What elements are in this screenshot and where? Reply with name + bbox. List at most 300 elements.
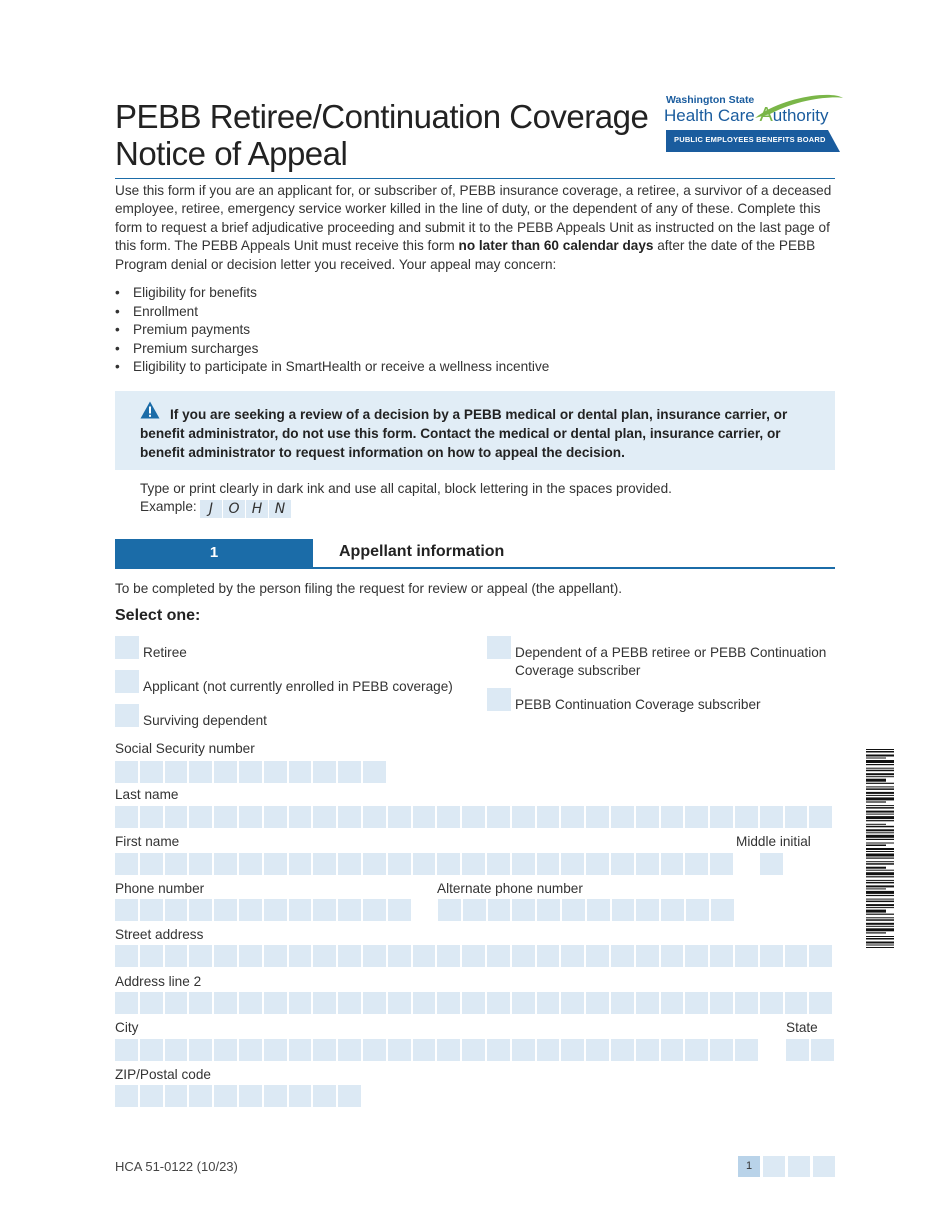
character-cell[interactable] (115, 806, 138, 828)
title-line-2: Notice of Appeal (115, 135, 348, 172)
character-cell[interactable] (760, 992, 783, 1014)
character-cell[interactable] (487, 1039, 510, 1061)
barcode-bar (866, 786, 894, 787)
character-cell[interactable] (140, 1039, 163, 1061)
character-cell[interactable] (338, 1085, 361, 1107)
last-name-input[interactable] (115, 806, 832, 828)
character-cell[interactable] (438, 899, 461, 921)
character-cell[interactable] (338, 899, 361, 921)
appeal-topics-list (115, 284, 549, 377)
character-cell[interactable] (289, 853, 312, 875)
state-label: State (786, 1020, 818, 1035)
character-cell[interactable] (512, 899, 535, 921)
character-cell[interactable] (363, 899, 386, 921)
character-cell[interactable] (785, 806, 808, 828)
phone-input[interactable] (115, 899, 411, 921)
barcode-bar (866, 839, 894, 840)
page-number-box (788, 1156, 810, 1177)
character-cell[interactable] (115, 761, 138, 783)
character-cell[interactable] (338, 806, 361, 828)
character-cell[interactable] (636, 899, 659, 921)
section-divider (115, 567, 835, 569)
dependent-label: Dependent of a PEBB retiree or PEBB Continuation Coverage subscriber (515, 645, 827, 678)
barcode-bar (866, 888, 886, 889)
intro-paragraph (115, 182, 837, 274)
character-cell[interactable] (437, 1039, 460, 1061)
character-cell[interactable] (561, 945, 584, 967)
barcode-bar (866, 899, 894, 900)
example-letter-box: N (269, 500, 291, 518)
barcode-bar (866, 797, 894, 800)
barcode-bar (866, 835, 894, 838)
retiree-checkbox[interactable] (115, 636, 139, 659)
select-one-heading: Select one: (115, 607, 201, 624)
continuation-subscriber-checkbox[interactable] (487, 688, 511, 711)
character-cell[interactable] (636, 945, 659, 967)
character-cell[interactable] (214, 761, 237, 783)
character-cell[interactable] (685, 1039, 708, 1061)
character-cell[interactable] (463, 899, 486, 921)
barcode-bar (866, 764, 894, 765)
barcode-bar (866, 770, 894, 772)
continuation-subscriber-label: PEBB Continuation Coverage subscriber (515, 697, 761, 712)
barcode-bar (866, 843, 894, 844)
barcode-bar (866, 829, 894, 831)
character-cell[interactable] (487, 945, 510, 967)
character-cell[interactable] (140, 806, 163, 828)
character-cell[interactable] (214, 806, 237, 828)
barcode-bar (866, 760, 894, 763)
zip-label: ZIP/Postal code (115, 1067, 211, 1082)
character-cell[interactable] (239, 1039, 262, 1061)
first-name-label: First name (115, 834, 180, 849)
character-cell[interactable] (785, 992, 808, 1014)
character-cell[interactable] (264, 761, 287, 783)
barcode-bar (866, 885, 894, 887)
barcode-bar (866, 751, 894, 753)
character-cell[interactable] (289, 1039, 312, 1061)
character-cell[interactable] (537, 945, 560, 967)
barcode-bar (866, 832, 894, 833)
character-cell[interactable] (165, 761, 188, 783)
intro-part1: Use this form if you are an applicant for, or subscriber of, PEBB insurance coverage, a retiree, a survivor of a deceased employee, retiree, emergency service worker killed in the line of duty, or the dependent of any of these. Complete this form to request a brief adjudicative proceeding and submit it to the PEBB Appeals Unit as instructed on the last page of this form. The PEBB Appeals Unit must receive this form (115, 183, 832, 254)
character-cell[interactable] (165, 992, 188, 1014)
character-cell[interactable] (710, 945, 733, 967)
barcode-bar (866, 807, 894, 809)
character-cell[interactable] (165, 1085, 188, 1107)
logo-agency (664, 104, 829, 127)
barcode-bar (866, 923, 894, 925)
character-cell[interactable] (413, 806, 436, 828)
barcode-bar (866, 945, 894, 946)
warning-box (115, 391, 835, 470)
surviving-dependent-checkbox[interactable] (115, 704, 139, 727)
barcode-bar (866, 854, 894, 857)
character-cell[interactable] (685, 992, 708, 1014)
barcode-bar (866, 858, 894, 859)
character-cell[interactable] (165, 853, 188, 875)
character-cell[interactable] (388, 853, 411, 875)
character-cell[interactable] (512, 992, 535, 1014)
character-cell[interactable] (338, 853, 361, 875)
character-cell[interactable] (189, 1085, 212, 1107)
character-cell[interactable] (313, 1085, 336, 1107)
character-cell[interactable] (413, 853, 436, 875)
character-cell[interactable] (289, 992, 312, 1014)
character-cell[interactable] (189, 899, 212, 921)
character-cell[interactable] (264, 945, 287, 967)
intro-part2: after the date of the PEBB Program denial or decision letter you received. Your appeal may concern: (115, 238, 816, 272)
character-cell[interactable] (115, 992, 138, 1014)
title-divider (115, 178, 835, 179)
character-cell[interactable] (264, 992, 287, 1014)
form-id: HCA 51-0122 (10/23) (115, 1159, 238, 1174)
character-cell[interactable] (661, 899, 684, 921)
character-cell[interactable] (686, 899, 709, 921)
character-cell[interactable] (437, 806, 460, 828)
page-number-box (763, 1156, 785, 1177)
barcode-bar (866, 895, 894, 896)
character-cell[interactable] (685, 853, 708, 875)
character-cell[interactable] (413, 992, 436, 1014)
alt-phone-input[interactable] (438, 899, 734, 921)
example-letter-box: H (246, 500, 268, 518)
character-cell[interactable] (388, 806, 411, 828)
character-cell[interactable] (462, 806, 485, 828)
barcode-bar (866, 882, 894, 884)
character-cell[interactable] (636, 992, 659, 1014)
city-label: City (115, 1020, 139, 1035)
character-cell[interactable] (735, 1039, 758, 1061)
list-item: • Enrollment (115, 303, 549, 322)
character-cell[interactable] (636, 806, 659, 828)
character-cell[interactable] (165, 899, 188, 921)
character-cell[interactable] (338, 992, 361, 1014)
barcode-bar (866, 907, 894, 908)
character-cell[interactable] (487, 806, 510, 828)
character-cell[interactable] (363, 1039, 386, 1061)
barcode-bar (866, 755, 894, 757)
barcode-bar (866, 936, 894, 937)
character-cell[interactable] (586, 1039, 609, 1061)
character-cell[interactable] (115, 1039, 138, 1061)
intro-deadline: no later than 60 calendar days (458, 238, 654, 254)
character-cell[interactable] (612, 899, 635, 921)
character-cell[interactable] (140, 1085, 163, 1107)
zip-input[interactable] (115, 1085, 361, 1107)
character-cell[interactable] (611, 853, 634, 875)
character-cell[interactable] (487, 853, 510, 875)
character-cell[interactable] (189, 761, 212, 783)
character-cell[interactable] (413, 945, 436, 967)
character-cell[interactable] (165, 1039, 188, 1061)
character-cell[interactable] (264, 1039, 287, 1061)
character-cell[interactable] (735, 945, 758, 967)
character-cell[interactable] (289, 945, 312, 967)
example-label: Example: (140, 499, 197, 514)
character-cell[interactable] (512, 853, 535, 875)
character-cell[interactable] (611, 945, 634, 967)
character-cell[interactable] (710, 853, 733, 875)
barcode-bar (866, 820, 894, 821)
address2-input[interactable] (115, 992, 832, 1014)
character-cell[interactable] (313, 761, 336, 783)
barcode-bar (866, 910, 886, 913)
list-item: • Premium payments (115, 321, 549, 340)
character-cell[interactable] (289, 806, 312, 828)
character-cell[interactable] (462, 1039, 485, 1061)
character-cell[interactable] (388, 945, 411, 967)
character-cell[interactable] (338, 945, 361, 967)
first-name-input[interactable] (115, 853, 733, 875)
character-cell[interactable] (264, 899, 287, 921)
barcode-bar (866, 914, 894, 915)
character-cell[interactable] (611, 992, 634, 1014)
barcode-bar (866, 816, 894, 819)
dependent-checkbox[interactable] (487, 636, 511, 659)
character-cell[interactable] (239, 806, 262, 828)
character-cell[interactable] (214, 945, 237, 967)
character-cell[interactable] (140, 899, 163, 921)
character-cell[interactable] (685, 945, 708, 967)
barcode-bar (866, 779, 886, 782)
retiree-label: Retiree (143, 645, 187, 660)
character-cell[interactable] (661, 806, 684, 828)
barcode-bar (866, 863, 894, 865)
character-cell[interactable] (239, 899, 262, 921)
state-input[interactable] (786, 1039, 834, 1061)
character-cell[interactable] (363, 945, 386, 967)
character-cell[interactable] (189, 945, 212, 967)
character-cell[interactable] (214, 853, 237, 875)
barcode-bar (866, 811, 894, 813)
character-cell[interactable] (313, 806, 336, 828)
character-cell[interactable] (809, 992, 832, 1014)
character-cell[interactable] (512, 1039, 535, 1061)
character-cell[interactable] (140, 992, 163, 1014)
character-cell[interactable] (115, 853, 138, 875)
character-cell[interactable] (488, 899, 511, 921)
city-input[interactable] (115, 1039, 758, 1061)
character-cell[interactable] (735, 992, 758, 1014)
character-cell[interactable] (115, 945, 138, 967)
barcode-bar (866, 928, 894, 931)
character-cell[interactable] (811, 1039, 834, 1061)
completed-by-note: To be completed by the person filing the request for review or appeal (the appellant). (115, 581, 623, 596)
middle-initial-label: Middle initial (736, 834, 811, 849)
character-cell[interactable] (760, 853, 783, 875)
hca-logo (660, 90, 845, 162)
barcode-bar (866, 824, 886, 825)
character-cell[interactable] (388, 1039, 411, 1061)
character-cell[interactable] (363, 806, 386, 828)
barcode-bar (866, 867, 886, 869)
character-cell[interactable] (264, 853, 287, 875)
character-cell[interactable] (661, 853, 684, 875)
character-cell[interactable] (363, 853, 386, 875)
character-cell[interactable] (562, 899, 585, 921)
character-cell[interactable] (214, 1085, 237, 1107)
barcode-bar (866, 876, 894, 877)
ssn-input[interactable] (115, 761, 386, 783)
barcode-bar (866, 826, 894, 828)
character-cell[interactable] (661, 1039, 684, 1061)
character-cell[interactable] (437, 992, 460, 1014)
character-cell[interactable] (140, 945, 163, 967)
character-cell[interactable] (239, 992, 262, 1014)
character-cell[interactable] (313, 945, 336, 967)
character-cell[interactable] (115, 899, 138, 921)
barcode-icon (866, 749, 894, 948)
applicant-checkbox[interactable] (115, 670, 139, 693)
character-cell[interactable] (239, 761, 262, 783)
character-cell[interactable] (760, 806, 783, 828)
character-cell[interactable] (586, 806, 609, 828)
surviving-dependent-label: Surviving dependent (143, 713, 267, 728)
character-cell[interactable] (710, 992, 733, 1014)
list-item: • Eligibility for benefits (115, 284, 549, 303)
barcode-bar (866, 901, 894, 903)
character-cell[interactable] (611, 1039, 634, 1061)
character-cell[interactable] (561, 992, 584, 1014)
character-cell[interactable] (785, 945, 808, 967)
character-cell[interactable] (388, 992, 411, 1014)
barcode-bar (866, 872, 894, 875)
character-cell[interactable] (413, 1039, 436, 1061)
logo-state: Washington State (666, 94, 755, 106)
character-cell[interactable] (586, 992, 609, 1014)
character-cell[interactable] (537, 1039, 560, 1061)
character-cell[interactable] (586, 853, 609, 875)
barcode-bar (866, 851, 894, 852)
character-cell[interactable] (437, 853, 460, 875)
character-cell[interactable] (115, 1085, 138, 1107)
character-cell[interactable] (313, 899, 336, 921)
character-cell[interactable] (363, 761, 386, 783)
character-cell[interactable] (214, 899, 237, 921)
barcode-bar (866, 861, 894, 862)
barcode-bar (866, 848, 894, 850)
street-input[interactable] (115, 945, 832, 967)
applicant-label: Applicant (not currently enrolled in PEBB coverage) (143, 679, 453, 694)
barcode-bar (866, 814, 894, 815)
barcode-bar (866, 768, 894, 769)
character-cell[interactable] (661, 945, 684, 967)
character-cell[interactable] (636, 1039, 659, 1061)
character-cell[interactable] (512, 806, 535, 828)
character-cell[interactable] (239, 1085, 262, 1107)
character-cell[interactable] (809, 806, 832, 828)
character-cell[interactable] (462, 992, 485, 1014)
character-cell[interactable] (239, 945, 262, 967)
character-cell[interactable] (289, 1085, 312, 1107)
print-instructions: Type or print clearly in dark ink and use all capital, block lettering in the spaces provided. (140, 481, 672, 496)
character-cell[interactable] (189, 853, 212, 875)
character-cell[interactable] (264, 806, 287, 828)
character-cell[interactable] (388, 899, 411, 921)
character-cell[interactable] (685, 806, 708, 828)
character-cell[interactable] (710, 1039, 733, 1061)
character-cell[interactable] (587, 899, 610, 921)
barcode-bar (866, 938, 894, 940)
page-title (115, 98, 648, 172)
character-cell[interactable] (140, 853, 163, 875)
character-cell[interactable] (512, 945, 535, 967)
character-cell[interactable] (710, 806, 733, 828)
character-cell[interactable] (537, 806, 560, 828)
middle-initial-input[interactable] (760, 853, 783, 875)
list-item: • Eligibility to participate in SmartHealth or receive a wellness incentive (115, 358, 549, 377)
character-cell[interactable] (561, 1039, 584, 1061)
character-cell[interactable] (537, 853, 560, 875)
character-cell[interactable] (289, 761, 312, 783)
warning-text: If you are seeking a review of a decision by a PEBB medical or dental plan, insurance carrier, or benefit administrator, do not use this form. Contact the medical or dental plan, insurance carrier, or benefit administrator to request information on how to appeal the decision. (140, 407, 788, 460)
character-cell[interactable] (165, 945, 188, 967)
character-cell[interactable] (437, 945, 460, 967)
character-cell[interactable] (338, 1039, 361, 1061)
logo-board: PUBLIC EMPLOYEES BENEFITS BOARD (674, 135, 826, 144)
barcode-bar (866, 795, 894, 796)
character-cell[interactable] (809, 945, 832, 967)
character-cell[interactable] (140, 761, 163, 783)
list-item: • Premium surcharges (115, 340, 549, 359)
character-cell[interactable] (462, 853, 485, 875)
logo-agency-rest: uthority (772, 106, 829, 125)
character-cell[interactable] (289, 899, 312, 921)
character-cell[interactable] (189, 806, 212, 828)
character-cell[interactable] (313, 853, 336, 875)
barcode-bar (866, 917, 894, 918)
character-cell[interactable] (487, 992, 510, 1014)
character-cell[interactable] (636, 853, 659, 875)
character-cell[interactable] (189, 992, 212, 1014)
barcode-bar (866, 904, 894, 906)
character-cell[interactable] (264, 1085, 287, 1107)
character-cell[interactable] (661, 992, 684, 1014)
character-cell[interactable] (214, 1039, 237, 1061)
character-cell[interactable] (363, 992, 386, 1014)
character-cell[interactable] (711, 899, 734, 921)
character-cell[interactable] (214, 992, 237, 1014)
character-cell[interactable] (313, 1039, 336, 1061)
logo-agency-initial: A (759, 104, 773, 126)
character-cell[interactable] (189, 1039, 212, 1061)
last-name-label: Last name (115, 787, 179, 802)
character-cell[interactable] (537, 899, 560, 921)
character-cell[interactable] (561, 853, 584, 875)
section-title: Appellant information (339, 543, 505, 560)
character-cell[interactable] (338, 761, 361, 783)
character-cell[interactable] (760, 945, 783, 967)
character-cell[interactable] (786, 1039, 809, 1061)
address2-label: Address line 2 (115, 974, 202, 989)
character-cell[interactable] (537, 992, 560, 1014)
street-label: Street address (115, 927, 204, 942)
character-cell[interactable] (462, 945, 485, 967)
example-letter-box: J (200, 500, 222, 518)
character-cell[interactable] (239, 853, 262, 875)
character-cell[interactable] (611, 806, 634, 828)
phone-label: Phone number (115, 881, 205, 896)
example-letter-box: O (223, 500, 245, 518)
character-cell[interactable] (165, 806, 188, 828)
logo-agency-prefix: Health Care (664, 106, 760, 125)
character-cell[interactable] (735, 806, 758, 828)
character-cell[interactable] (586, 945, 609, 967)
barcode-bar (866, 919, 894, 921)
character-cell[interactable] (313, 992, 336, 1014)
character-cell[interactable] (561, 806, 584, 828)
